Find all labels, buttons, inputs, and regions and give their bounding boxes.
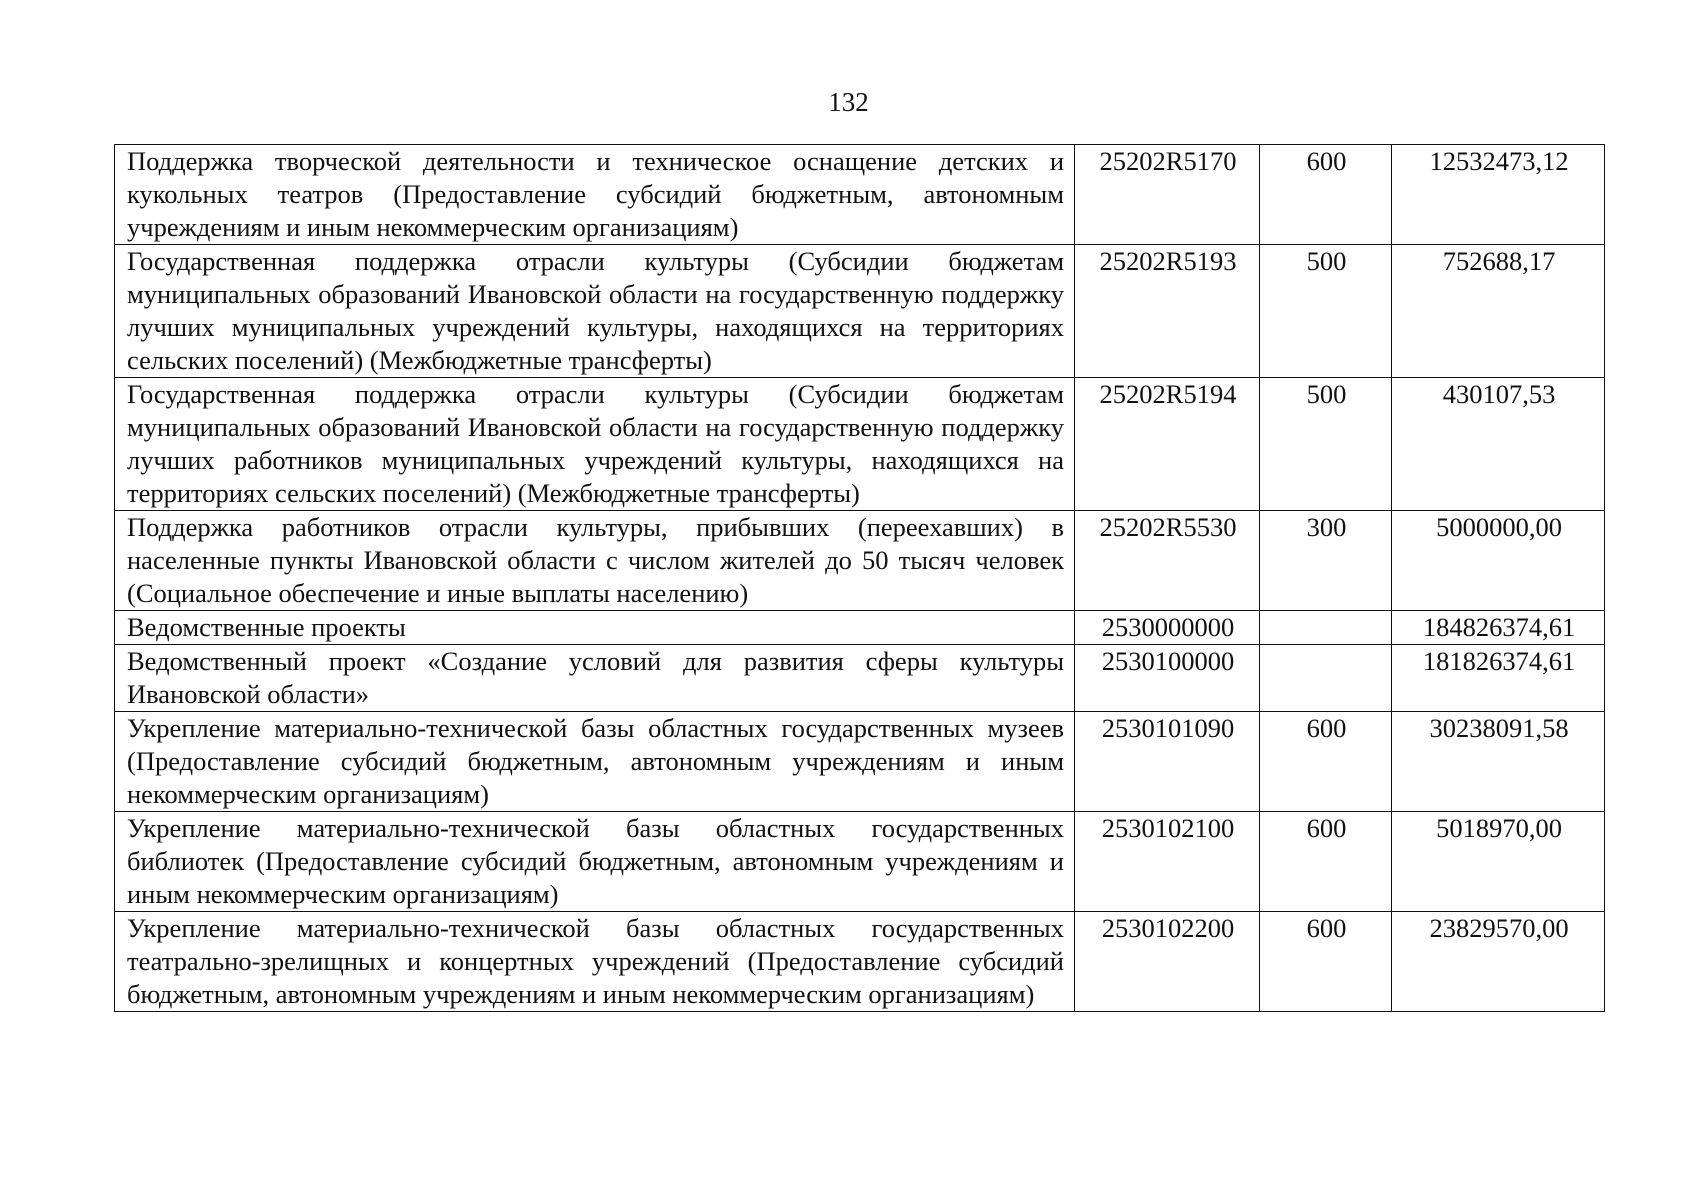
- row-code: 2530101090: [1075, 712, 1260, 812]
- row-code: 25202R5193: [1075, 245, 1260, 378]
- row-expense-type: 500: [1260, 245, 1392, 378]
- row-expense-type: 600: [1260, 812, 1392, 912]
- table-row: [115, 511, 1605, 611]
- row-code: 2530102200: [1075, 912, 1260, 1012]
- row-expense-type: 300: [1260, 511, 1392, 611]
- row-code: 25202R5530: [1075, 511, 1260, 611]
- row-amount: 5018970,00: [1392, 812, 1605, 912]
- row-expense-type: 600: [1260, 912, 1392, 1012]
- row-amount: 30238091,58: [1392, 712, 1605, 812]
- table-row: [115, 145, 1605, 245]
- row-amount: 430107,53: [1392, 378, 1605, 511]
- row-name: Укрепление материально-технической базы областных государственных театрально-зрелищных и концертных учреждений (Предоставление субсидий бюджетным, автономным учреждениям и иным некоммерческим организациям): [115, 912, 1075, 1012]
- row-code: 25202R5170: [1075, 145, 1260, 245]
- row-amount: 752688,17: [1392, 245, 1605, 378]
- row-amount: 181826374,61: [1392, 645, 1605, 712]
- row-name: Государственная поддержка отрасли культуры (Субсидии бюджетам муниципальных образований Ивановской области на государственную поддержку лучших муниципальных учреждений культуры, находящихся на территориях сельских поселений) (Межбюджетные трансферты): [115, 245, 1075, 378]
- table-row: [115, 812, 1605, 912]
- table-row: [115, 611, 1605, 645]
- page-number: 132: [828, 87, 869, 117]
- table-row: [115, 378, 1605, 511]
- row-name: Ведомственные проекты: [115, 611, 1075, 645]
- row-name: Укрепление материально-технической базы областных государственных музеев (Предоставление субсидий бюджетным, автономным учреждениям и иным некоммерческим организациям): [115, 712, 1075, 812]
- row-code: 2530100000: [1075, 645, 1260, 712]
- row-expense-type: 600: [1260, 145, 1392, 245]
- row-name: Поддержка работников отрасли культуры, прибывших (переехавших) в населенные пункты Ивановской области с числом жителей до 50 тысяч человек (Социальное обеспечение и иные выплаты населению): [115, 511, 1075, 611]
- row-code: 2530102100: [1075, 812, 1260, 912]
- row-expense-type: 500: [1260, 378, 1392, 511]
- row-amount: 5000000,00: [1392, 511, 1605, 611]
- row-name: Государственная поддержка отрасли культуры (Субсидии бюджетам муниципальных образований Ивановской области на государственную поддержку лучших работников муниципальных учреждений культуры, находящихся на территориях сельских поселений) (Межбюджетные трансферты): [115, 378, 1075, 511]
- row-expense-type: 600: [1260, 712, 1392, 812]
- budget-table: [114, 144, 1605, 1012]
- row-name: Укрепление материально-технической базы областных государственных библиотек (Предоставление субсидий бюджетным, автономным учреждениям и иным некоммерческим организациям): [115, 812, 1075, 912]
- row-code: 25202R5194: [1075, 378, 1260, 511]
- row-code: 2530000000: [1075, 611, 1260, 645]
- table-row: [115, 645, 1605, 712]
- table-row: [115, 912, 1605, 1012]
- row-amount: 23829570,00: [1392, 912, 1605, 1012]
- row-amount: 184826374,61: [1392, 611, 1605, 645]
- table-row: [115, 712, 1605, 812]
- row-expense-type: [1260, 611, 1392, 645]
- row-name: Поддержка творческой деятельности и техническое оснащение детских и кукольных театров (Предоставление субсидий бюджетным, автономным учреждениям и иным некоммерческим организациям): [115, 145, 1075, 245]
- row-name: Ведомственный проект «Создание условий для развития сферы культуры Ивановской области»: [115, 645, 1075, 712]
- table-row: [115, 245, 1605, 378]
- row-amount: 12532473,12: [1392, 145, 1605, 245]
- row-expense-type: [1260, 645, 1392, 712]
